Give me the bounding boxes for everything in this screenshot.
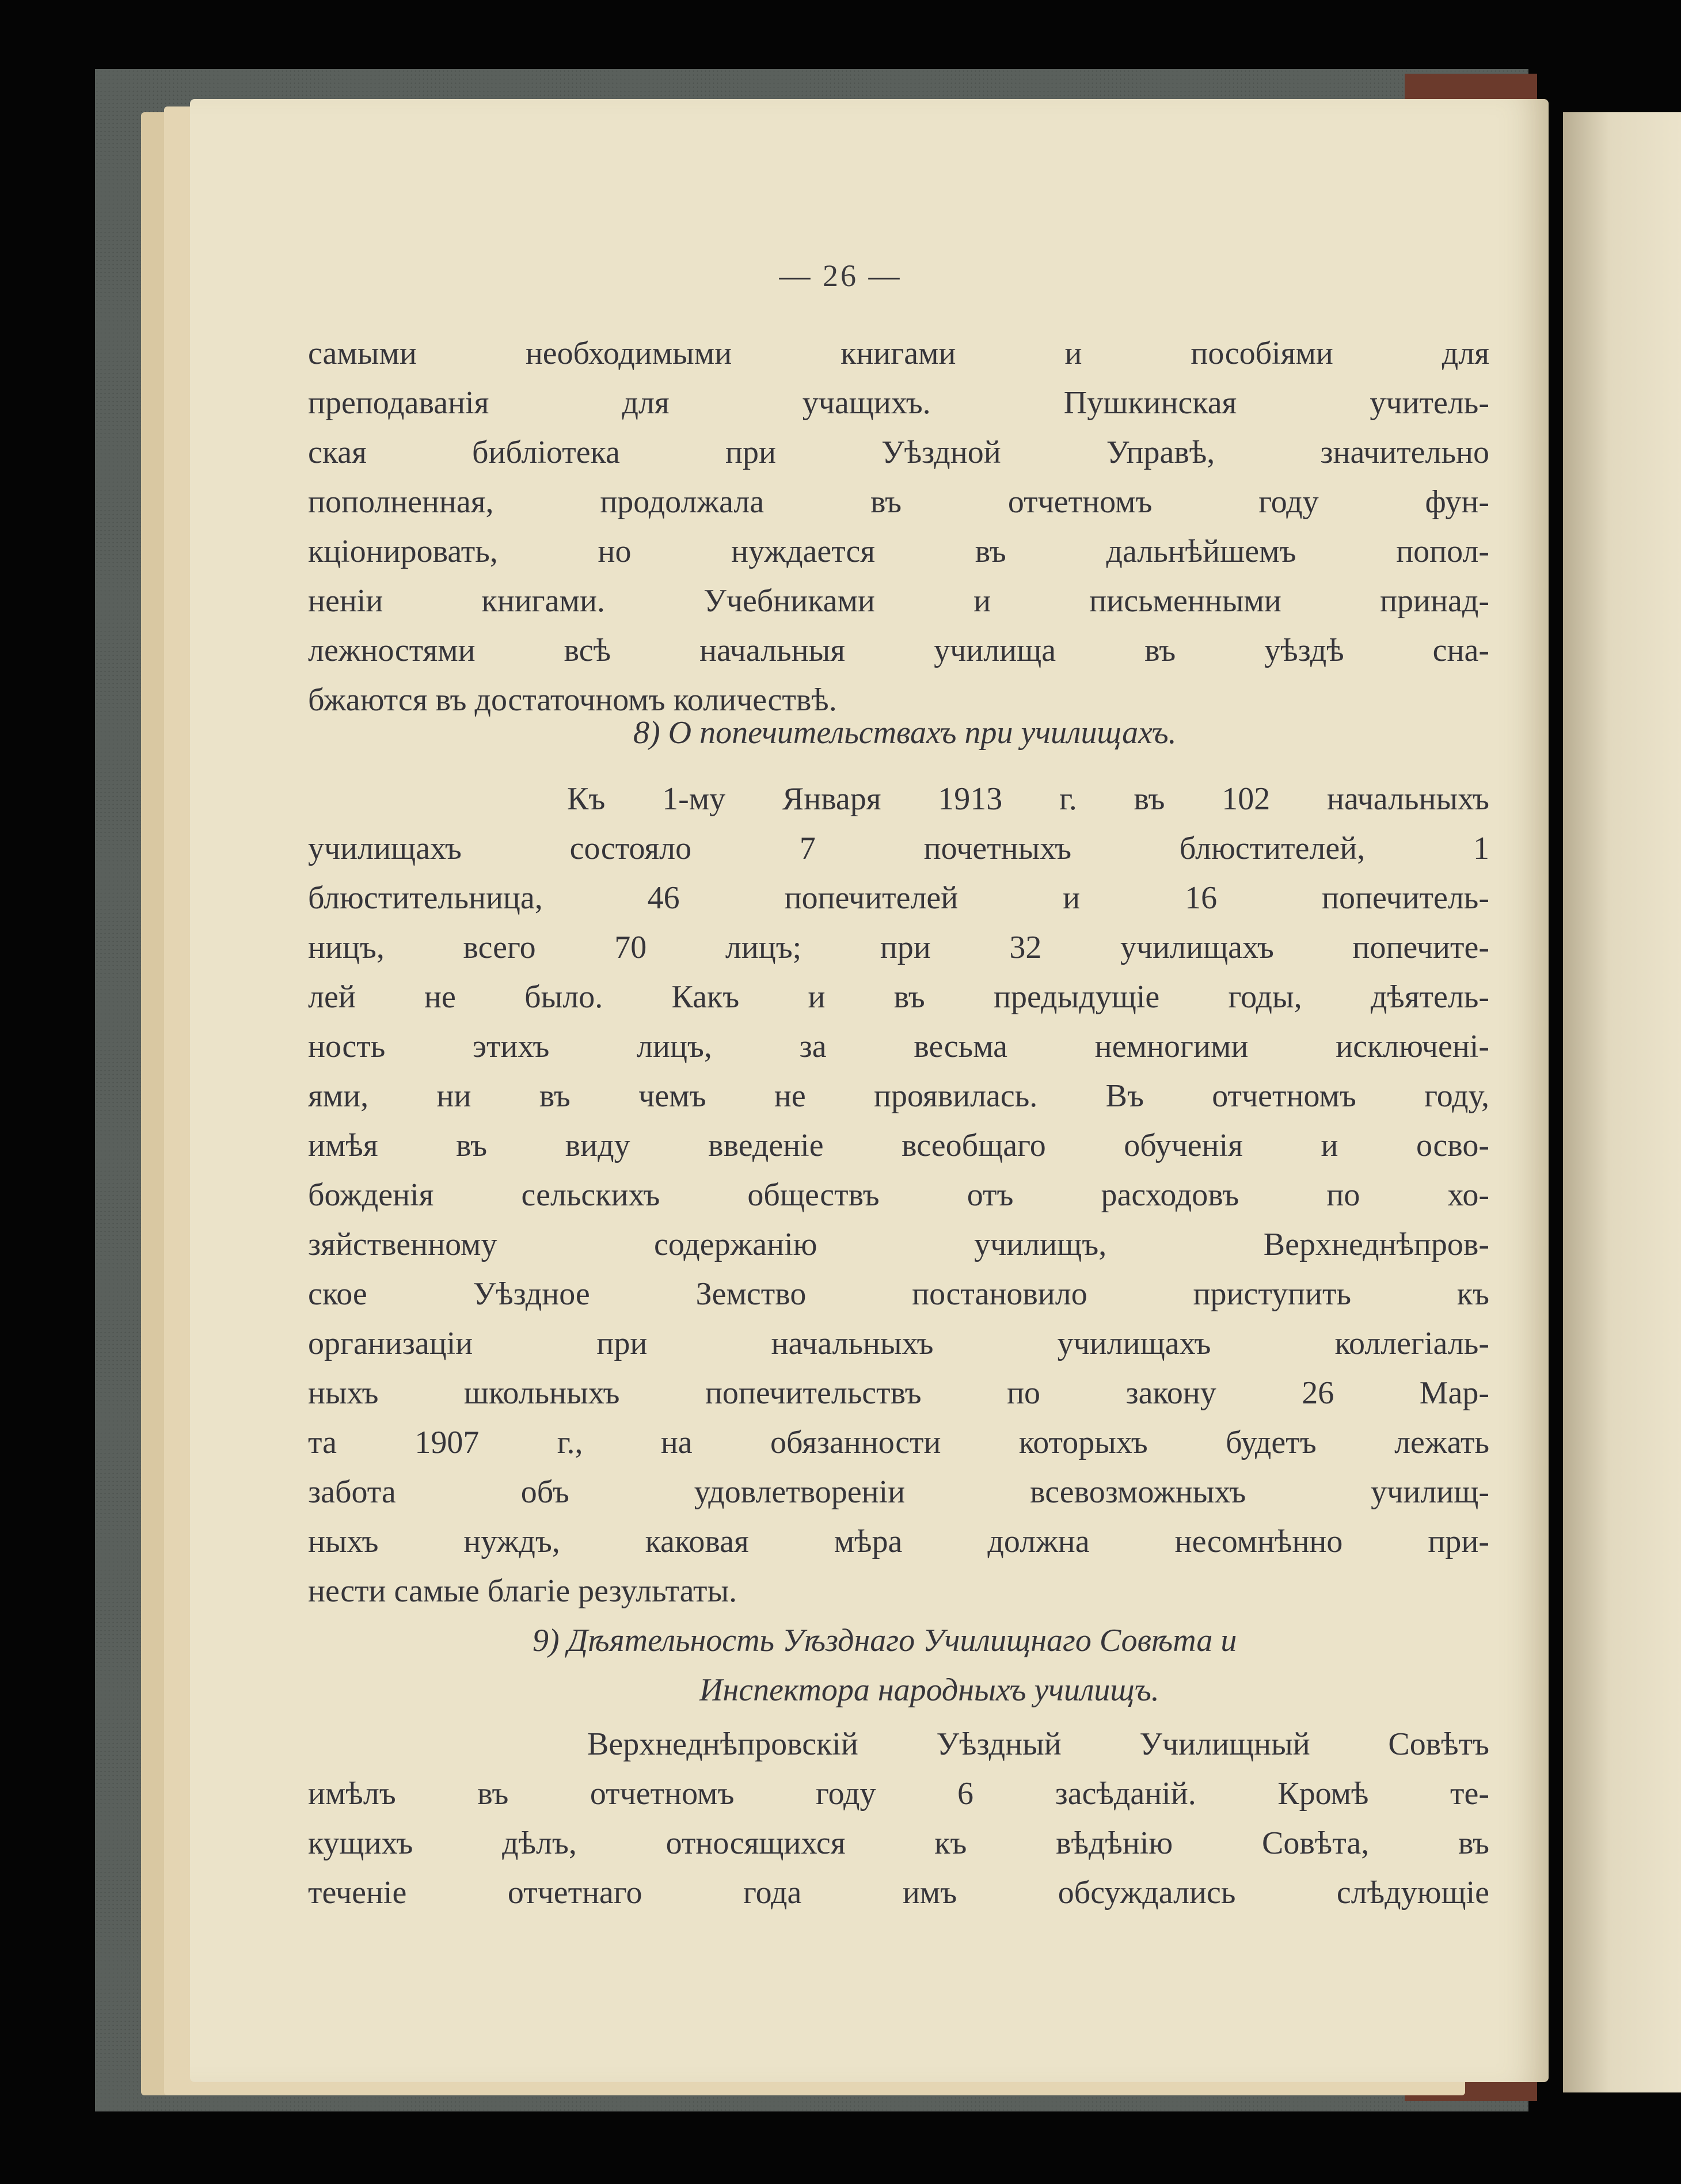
text-line: пополненная, продолжала въ отчетномъ году фун- [308,484,1489,520]
text-line: зяйственному содержанію училищъ, Верхнеднѣпров- [308,1227,1489,1262]
text-line: организаціи при начальныхъ училищахъ коллегіаль- [308,1326,1489,1361]
text-line: ницъ, всего 70 лицъ; при 32 училищахъ попечите- [308,930,1489,965]
text-line: нести самые благіе результаты. [308,1573,737,1609]
text-line: Къ 1-му Января 1913 г. въ 102 начальныхъ [567,781,1489,817]
section-heading-8: 8) О попечительствахъ при училищахъ. [633,715,1177,751]
text-line: ныхъ школьныхъ попечительствъ по закону 26 Мар- [308,1375,1489,1411]
text-line: имѣлъ въ отчетномъ году 6 засѣданій. Кромѣ те- [308,1776,1489,1812]
text-line: самыми необходимыми книгами и пособіями для [308,336,1489,371]
text-line: ская библіотека при Уѣздной Управѣ, значительно [308,435,1489,470]
text-line: преподаванія для учащихъ. Пушкинская учитель- [308,385,1489,421]
text-line: Верхнеднѣпровскій Уѣздный Училищный Совѣтъ [587,1726,1489,1762]
text-line: кущихъ дѣлъ, относящихся къ вѣдѣнію Совѣта, въ [308,1825,1489,1861]
text-line: та 1907 г., на обязанности которыхъ будетъ лежать [308,1425,1489,1460]
section-heading-9-line1: 9) Дѣятельность Уѣзднаго Училищнаго Совѣта и [533,1623,1237,1658]
text-line: теченіе отчетнаго года имъ обсуждались слѣдующіе [308,1875,1489,1911]
text-line: неніи книгами. Учебниками и письменными принад- [308,583,1489,619]
text-line: божденія сельскихъ обществъ отъ расходовъ по хо- [308,1177,1489,1213]
text-line: лей не было. Какъ и въ предыдущіе годы, дѣятель- [308,979,1489,1015]
text-line: училищахъ состояло 7 почетныхъ блюстителей, 1 [308,831,1489,866]
text-line: бжаются въ достаточномъ количествѣ. [308,682,837,718]
text-line: ями, ни въ чемъ не проявилась. Въ отчетномъ году, [308,1078,1489,1114]
page-number: — 26 — [779,258,902,293]
text-line: лежностями всѣ начальныя училища въ уѣздѣ сна- [308,633,1489,668]
section-heading-9-line2: Инспектора народныхъ училищъ. [699,1672,1159,1708]
text-line: забота объ удовлетвореніи всевозможныхъ училищ- [308,1474,1489,1510]
text-line: кціонировать, но нуждается въ дальнѣйшемъ попол- [308,534,1489,569]
next-page-edge [1563,112,1681,2092]
text-line: ность этихъ лицъ, за весьма немногими исключені- [308,1029,1489,1064]
text-line: ныхъ нуждъ, каковая мѣра должна несомнѣнно при- [308,1524,1489,1559]
text-line: имѣя въ виду введеніе всеобщаго обученія и осво- [308,1128,1489,1163]
text-line: ское Уѣздное Земство постановило приступить къ [308,1276,1489,1312]
text-line: блюстительница, 46 попечителей и 16 попечитель- [308,880,1489,916]
